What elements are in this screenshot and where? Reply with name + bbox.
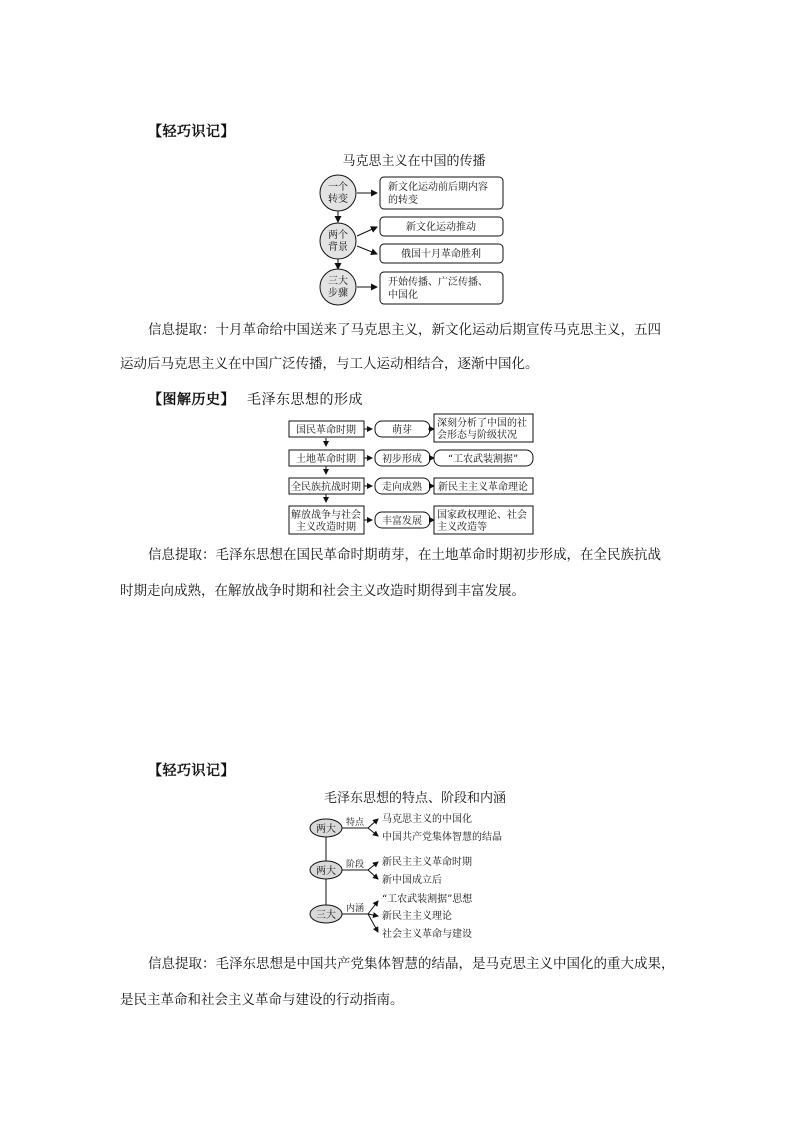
info-paragraph-2-line1: 信息提取：毛泽东思想在国民革命时期萌芽，在土地革命时期初步形成，在全民族抗战 [148, 547, 661, 563]
node-text: 步骤 [328, 288, 348, 299]
stage-text: 走向成熟 [382, 482, 422, 493]
connector-arrow [368, 901, 378, 914]
info-paragraph-3-line2: 是民主革命和社会主义革命与建设的行动指南。 [120, 992, 404, 1008]
result-text: 会形态与阶级状况 [437, 430, 517, 441]
node-text: 转变 [328, 194, 348, 205]
section-title-2: 毛泽东思想的形成 [247, 392, 363, 408]
item-text: 新民主主义理论 [382, 911, 452, 922]
stage-text: 初步形成 [382, 454, 422, 465]
branch-label: 阶段 [345, 860, 365, 870]
node-circle [320, 269, 356, 305]
item-text: 社会主义革命与建设 [382, 929, 472, 940]
diagram-title-1: 马克思主义在中国的传播 [342, 154, 486, 169]
result-text: “工农武装割据” [447, 454, 519, 465]
result-text: 主义改造等 [437, 522, 487, 533]
item-text: 马克思主义的中国化 [382, 814, 472, 825]
stage-text: 丰富发展 [382, 516, 422, 527]
node-text: 一个 [328, 182, 348, 193]
box-text: 中国化 [388, 290, 418, 301]
box-text: 开始传播、广泛传播、 [388, 277, 488, 288]
spread-diagram [300, 170, 520, 310]
info-paragraph-1-line2: 运动后马克思主义在中国广泛传播，与工人运动相结合，逐渐中国化。 [120, 356, 539, 372]
period-text: 土地革命时期 [296, 454, 356, 465]
connector-arrow [368, 862, 378, 870]
period-text: 解放战争与社会 [291, 510, 361, 521]
connector-arrow [357, 227, 377, 236]
branch-label: 内涵 [345, 904, 365, 914]
info-paragraph-3-line1: 信息提取：毛泽东思想是中国共产党集体智慧的结晶，是马克思主义中国化的重大成果， [148, 956, 675, 972]
node-circle [320, 175, 356, 211]
connector-arrow [357, 246, 377, 254]
connector-arrow [368, 819, 378, 828]
box-text: 的转变 [388, 195, 418, 206]
diagram-title-3: 毛泽东思想的特点、阶段和内涵 [323, 791, 506, 806]
connector-arrow [368, 914, 378, 932]
item-text: 新中国成立后 [382, 875, 442, 886]
box-text: 新文化运动前后期内容 [388, 182, 488, 193]
connector-arrow [368, 870, 378, 879]
formation-diagram [284, 410, 540, 540]
box-text: 新文化运动推动 [406, 222, 476, 233]
section-label-3: 【轻巧识记】 [148, 763, 235, 779]
node-text: 背景 [328, 242, 348, 253]
section-label-1: 【轻巧识记】 [148, 124, 235, 140]
section-label-2-text: 【图解历史】 [148, 392, 235, 408]
node-text: 两大 [316, 866, 336, 877]
stage-text: 萌芽 [392, 425, 412, 436]
features-diagram [300, 806, 530, 946]
box-text: 俄国十月革命胜利 [401, 249, 481, 260]
period-text: 主义改造时期 [296, 522, 356, 533]
branch-label: 特点 [345, 818, 365, 828]
item-text: “工农武装割据”思想 [382, 894, 473, 905]
info-paragraph-1-line1: 信息提取：十月革命给中国送来了马克思主义，新文化运动后期宣传马克思主义，五四 [148, 322, 661, 338]
node-circle [320, 223, 356, 259]
period-text: 国民革命时期 [296, 425, 356, 436]
result-text: 新民主主义革命理论 [438, 482, 528, 493]
period-text: 全民族抗战时期 [291, 482, 361, 493]
item-text: 新民主主义革命时期 [382, 857, 472, 868]
section-label-2 [148, 389, 363, 409]
result-text: 深刻分析了中国的社 [437, 418, 527, 429]
node-text: 两个 [328, 230, 348, 241]
result-text: 国家政权理论、社会 [437, 510, 527, 521]
node-text: 两大 [316, 824, 336, 835]
info-paragraph-2-line2: 时期走向成熟，在解放战争时期和社会主义改造时期得到丰富发展。 [120, 583, 525, 599]
connector-arrow [368, 828, 378, 836]
item-text: 中国共产党集体智慧的结晶 [382, 832, 502, 843]
node-text: 三大 [328, 276, 348, 287]
node-text: 三大 [316, 910, 336, 921]
